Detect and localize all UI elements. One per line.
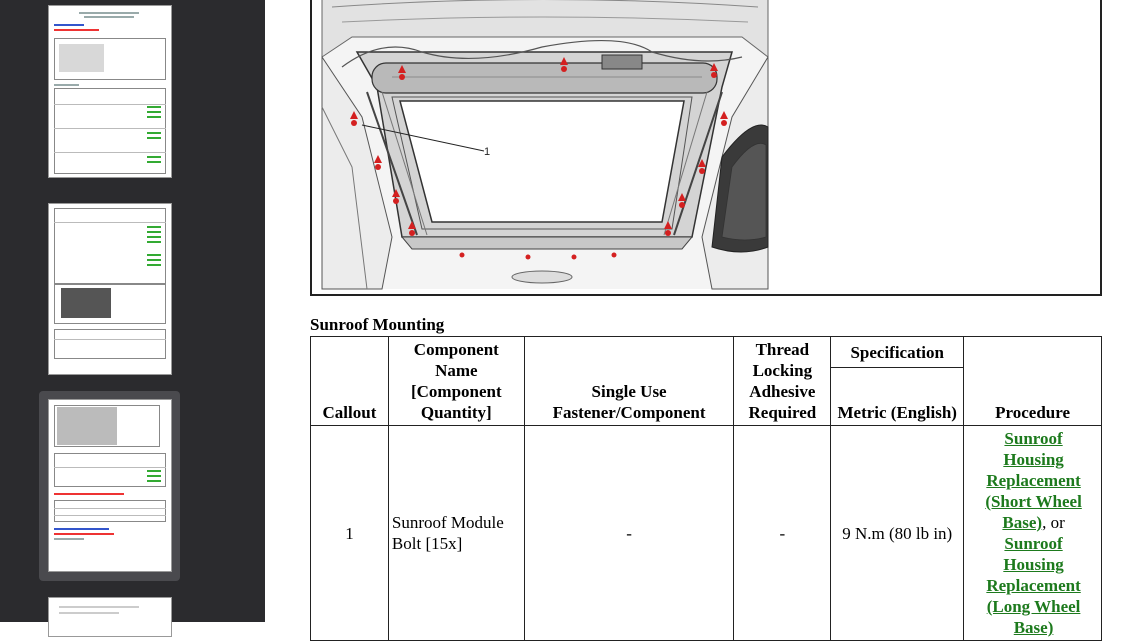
page-thumbnail-4[interactable]: [48, 597, 172, 637]
header-single-use: Single Use Fastener/Component: [524, 337, 734, 426]
document-page: [265, 0, 1121, 637]
cell-single-use: -: [524, 426, 734, 641]
sunroof-mounting-illustration: [322, 0, 768, 289]
cell-thread-locking: -: [734, 426, 831, 641]
figure-frame: [310, 0, 1102, 296]
page-thumbnail-1[interactable]: [48, 5, 172, 178]
page-thumbnail-3[interactable]: [48, 399, 172, 572]
table-row: [311, 426, 1102, 641]
cell-procedure: [964, 426, 1102, 641]
cell-component: Sunroof Module Bolt [15x]: [388, 426, 524, 641]
header-procedure: Procedure: [964, 337, 1102, 426]
thumbnail-sidebar: [0, 0, 265, 622]
procedure-link-long-wheel-base[interactable]: Sunroof Housing Replacement (Long Wheel Base): [986, 534, 1081, 637]
page-thumbnail-2[interactable]: [48, 203, 172, 375]
header-specification: Specification: [831, 337, 964, 368]
procedure-link-short-wheel-base[interactable]: Sunroof Housing Replacement (Short Wheel Base): [985, 429, 1082, 532]
cell-metric: 9 N.m (80 lb in): [831, 426, 964, 641]
header-thread-locking: Thread Locking Adhesive Required: [734, 337, 831, 426]
header-callout: Callout: [311, 337, 389, 426]
section-title: Sunroof Mounting: [310, 315, 445, 334]
procedure-separator: , or: [1042, 513, 1065, 532]
figure-callout-label: 1: [484, 146, 491, 158]
specification-table: [310, 336, 1102, 641]
header-metric: Metric (English): [831, 368, 964, 426]
header-component-name: Component Name [Component Quantity]: [388, 337, 524, 426]
cell-callout: 1: [311, 426, 389, 641]
